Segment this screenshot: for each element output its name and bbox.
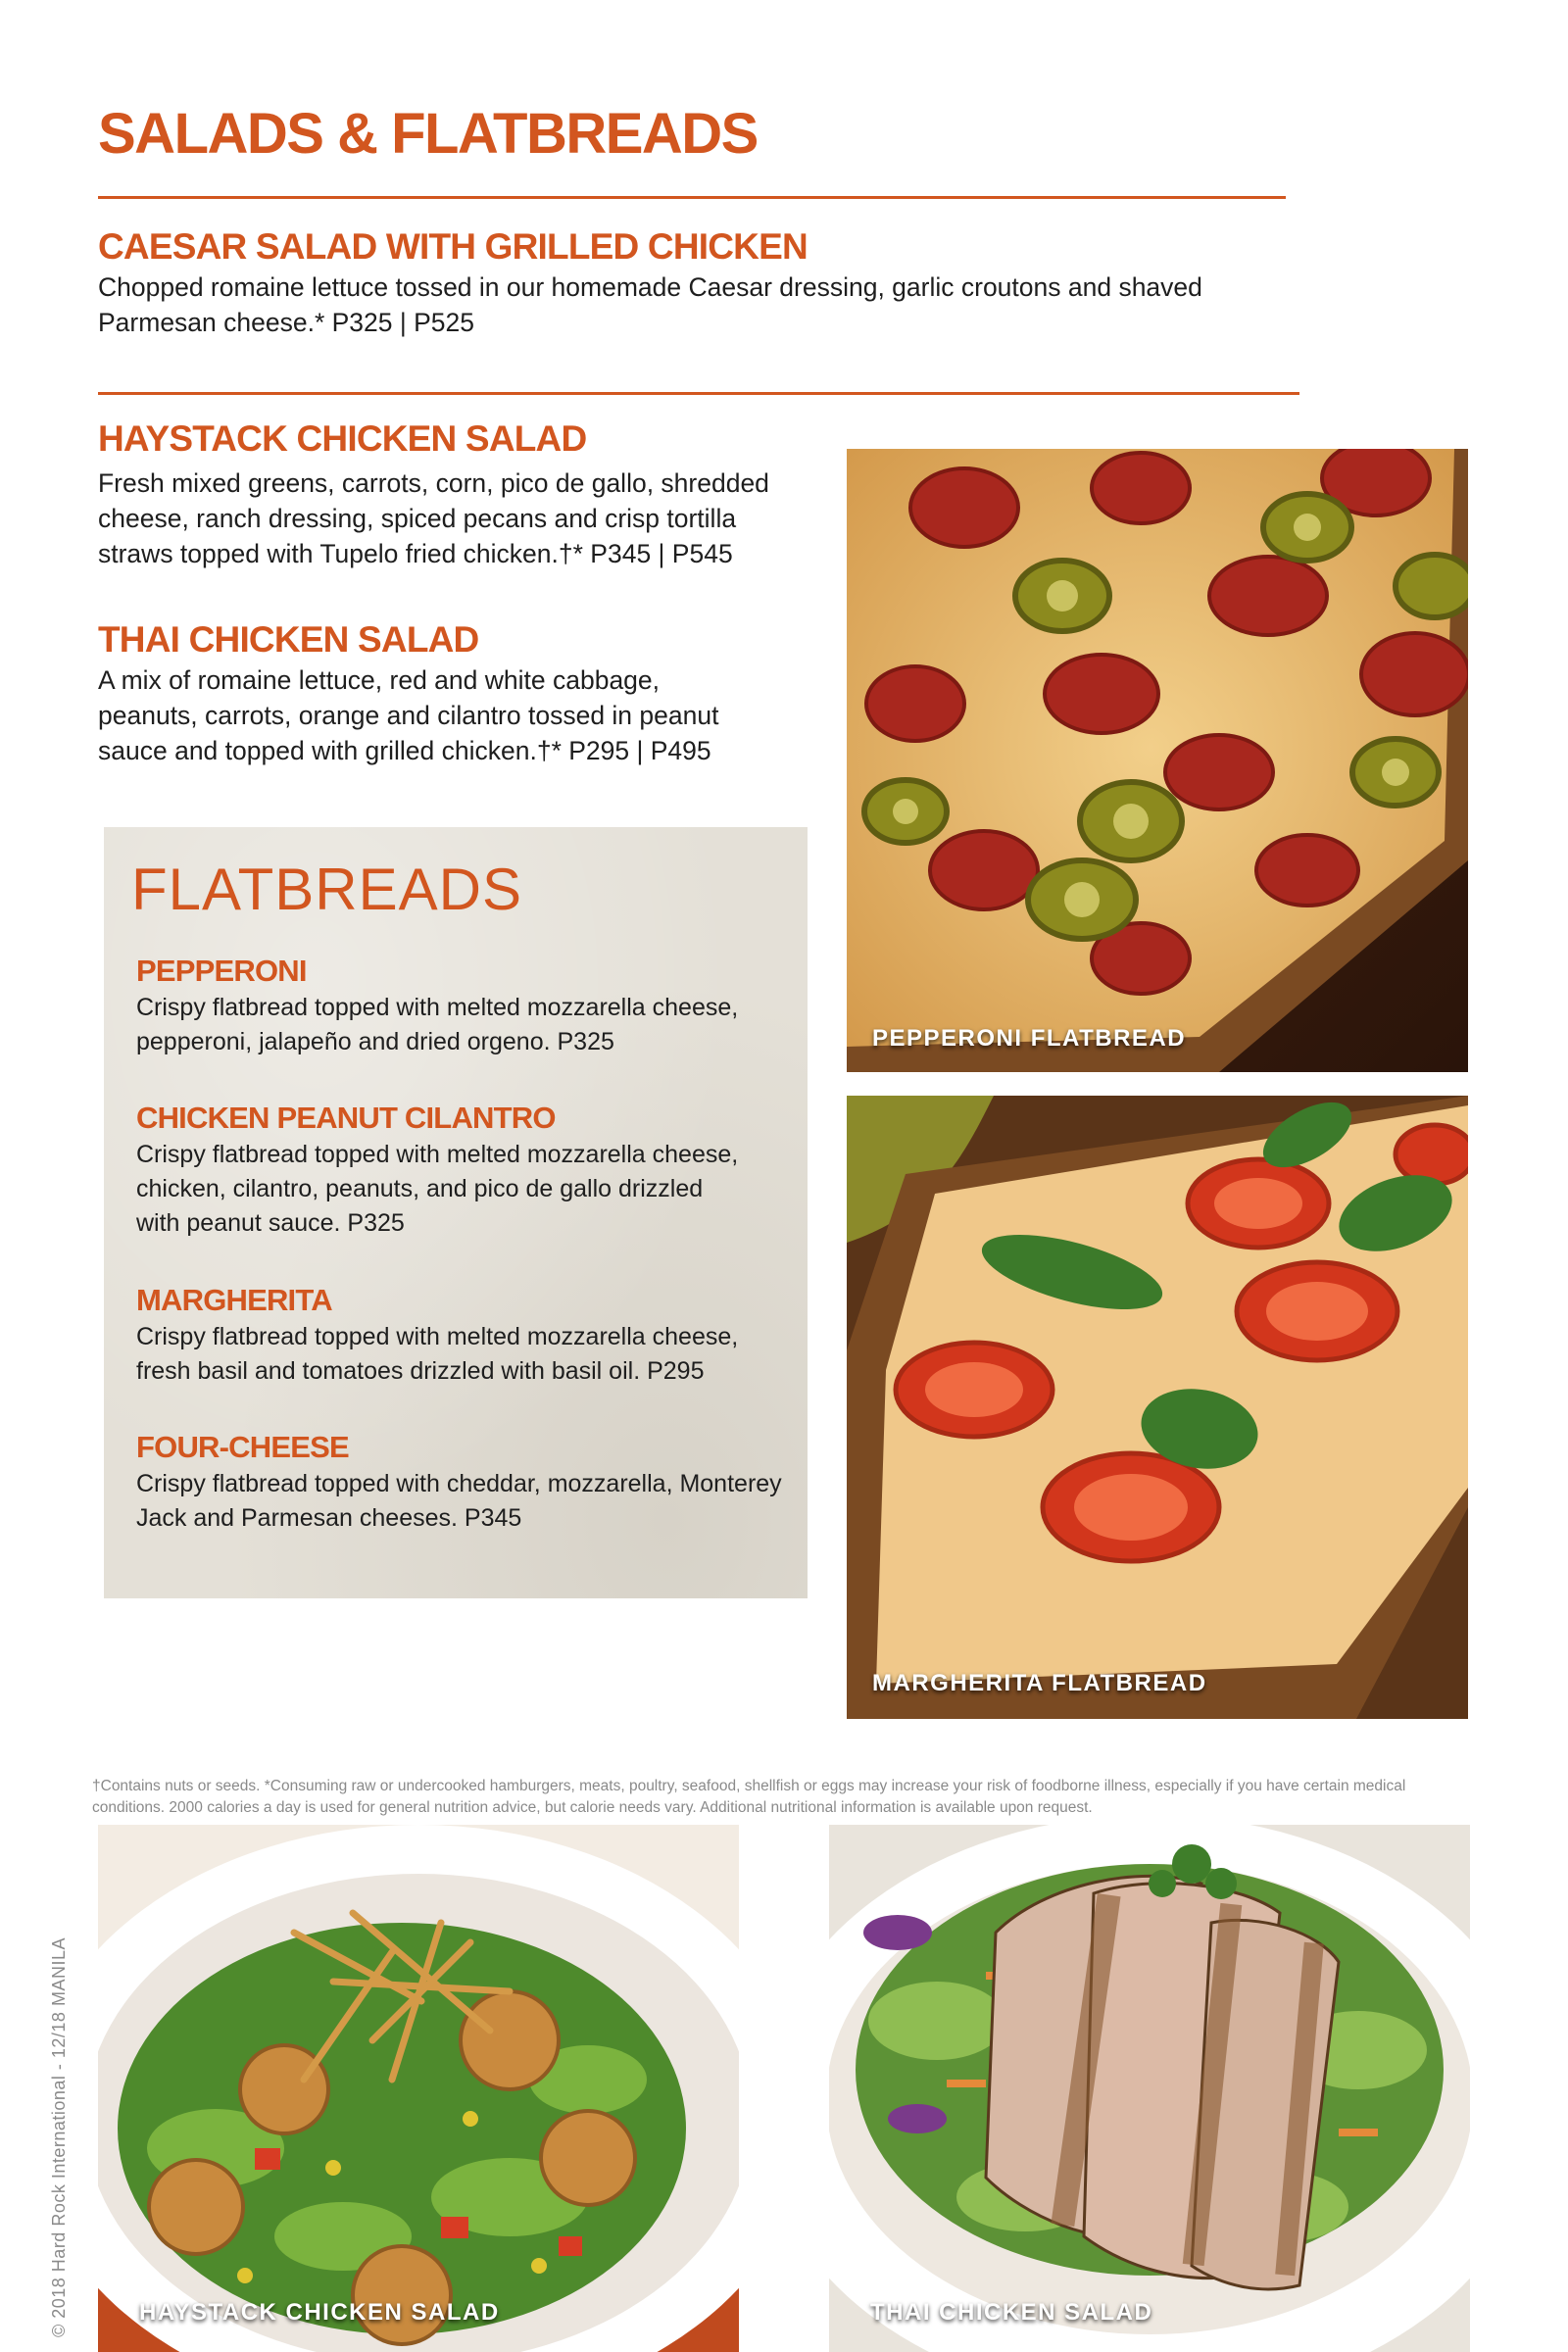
four-cheese-description: [136, 1467, 793, 1536]
thai-salad-caption: THAI CHICKEN SALAD: [870, 2299, 1153, 2326]
title-divider: [98, 196, 1286, 199]
haystack-salad-photo: [98, 1825, 739, 2352]
footnote-line-1: †Contains nuts or seeds. *Consuming raw or undercooked hamburgers, meats, poultry, seafood, shellfish or eggs may increase your risk of foodborne illness, especially if you have certain medical: [92, 1778, 1406, 1794]
margherita-title: MARGHERITA: [136, 1283, 332, 1317]
caesar-desc-line-2: Parmesan cheese.* P325 | P525: [98, 308, 475, 337]
footnote-line-2: conditions. 2000 calories a day is used for general nutrition advice, but calorie needs vary. Additional nutritional information is available upon request.: [92, 1799, 1093, 1816]
pepperoni-description: [136, 991, 793, 1059]
thai-desc-line-2: peanuts, carrots, orange and cilantro tossed in peanut: [98, 701, 719, 730]
haystack-salad-title: HAYSTACK CHICKEN SALAD: [98, 418, 587, 459]
cpc-desc-line-2: chicken, cilantro, peanuts, and pico de gallo drizzled: [136, 1175, 704, 1202]
haystack-desc-line-2: cheese, ranch dressing, spiced pecans and crisp tortilla: [98, 504, 737, 533]
haystack-salad-description: [98, 466, 843, 571]
margherita-flatbread-caption: MARGHERITA FLATBREAD: [872, 1670, 1207, 1696]
caesar-salad-title: CAESAR SALAD WITH GRILLED CHICKEN: [98, 226, 808, 267]
pepperoni-flatbread-caption: PEPPERONI FLATBREAD: [872, 1025, 1187, 1052]
pepperoni-title: PEPPERONI: [136, 954, 307, 988]
haystack-salad-caption: HAYSTACK CHICKEN SALAD: [139, 2299, 500, 2326]
thai-desc-line-1: A mix of romaine lettuce, red and white cabbage,: [98, 665, 661, 695]
cpc-desc-line-3: with peanut sauce. P325: [136, 1209, 405, 1237]
thai-salad-image: [829, 1825, 1470, 2352]
flatbreads-panel: [104, 827, 808, 1598]
margherita-desc-line-1: Crispy flatbread topped with melted mozzarella cheese,: [136, 1323, 739, 1350]
pepperoni-desc-line-2: pepperoni, jalapeño and dried orgeno. P325: [136, 1028, 614, 1055]
pepperoni-desc-line-1: Crispy flatbread topped with melted mozzarella cheese,: [136, 994, 739, 1021]
haystack-desc-line-1: Fresh mixed greens, carrots, corn, pico de gallo, shredded: [98, 468, 769, 498]
thai-salad-description: [98, 662, 843, 768]
thai-salad-photo: [829, 1825, 1470, 2352]
pepperoni-flatbread-image: [847, 449, 1468, 1072]
chicken-peanut-cilantro-title: CHICKEN PEANUT CILANTRO: [136, 1101, 556, 1135]
cpc-desc-line-1: Crispy flatbread topped with melted mozzarella cheese,: [136, 1141, 739, 1168]
four-cheese-desc-line-2: Jack and Parmesan cheeses. P345: [136, 1504, 522, 1532]
chicken-peanut-cilantro-description: [136, 1138, 793, 1241]
thai-desc-line-3: sauce and topped with grilled chicken.†* P295 | P495: [98, 736, 711, 765]
margherita-flatbread-photo: [847, 1096, 1468, 1719]
flatbreads-heading: FLATBREADS: [131, 857, 522, 922]
caesar-salad-description: [98, 270, 1294, 340]
margherita-flatbread-image: [847, 1096, 1468, 1719]
four-cheese-desc-line-1: Crispy flatbread topped with cheddar, mozzarella, Monterey: [136, 1470, 782, 1497]
margherita-description: [136, 1320, 793, 1389]
haystack-salad-image: [98, 1825, 739, 2352]
copyright-notice: © 2018 Hard Rock International - 12/18 MANILA: [49, 1937, 69, 2337]
thai-salad-title: THAI CHICKEN SALAD: [98, 619, 479, 660]
page-title: SALADS & FLATBREADS: [98, 102, 758, 166]
four-cheese-title: FOUR-CHEESE: [136, 1430, 349, 1464]
haystack-desc-line-3: straws topped with Tupelo fried chicken.†* P345 | P545: [98, 539, 733, 568]
margherita-desc-line-2: fresh basil and tomatoes drizzled with basil oil. P295: [136, 1357, 705, 1385]
caesar-desc-line-1: Chopped romaine lettuce tossed in our homemade Caesar dressing, garlic croutons and shaved: [98, 272, 1202, 302]
caesar-divider: [98, 392, 1299, 395]
pepperoni-flatbread-photo: [847, 449, 1468, 1072]
allergen-footnote: [92, 1776, 1484, 1819]
